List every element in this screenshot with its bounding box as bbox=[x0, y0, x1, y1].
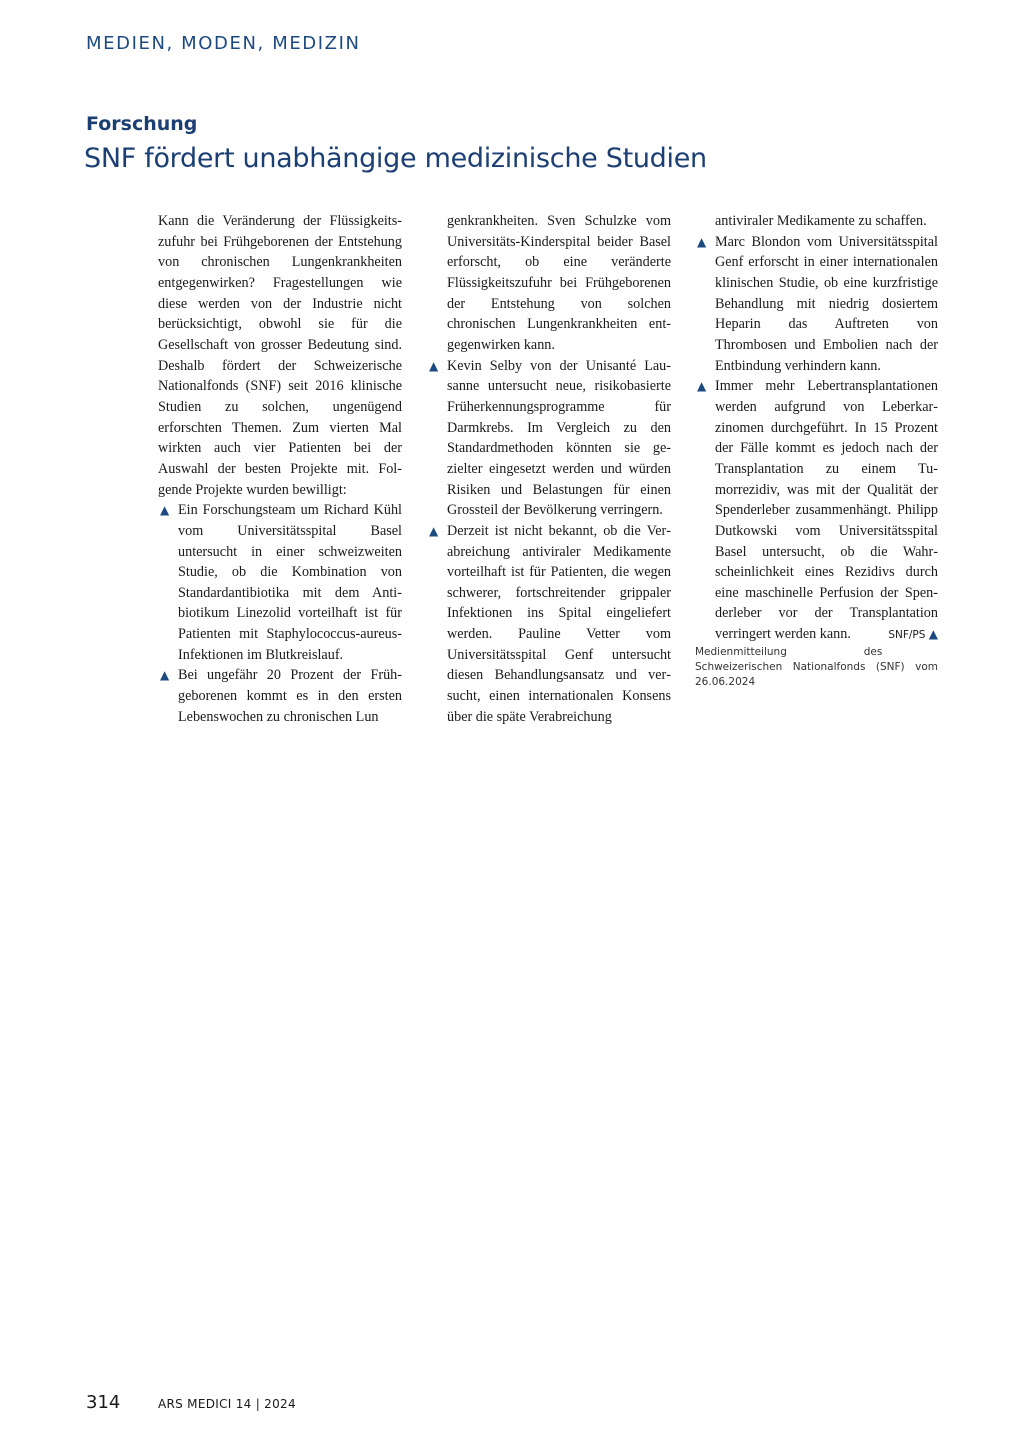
article-kicker: Forschung bbox=[86, 113, 198, 135]
end-mark-icon: ▲ bbox=[928, 627, 938, 642]
article-title: SNF fördert unabhängige medizinische Studien bbox=[84, 143, 707, 174]
source-note: Medienmitteilung des Schweizerischen Nationalfonds (SNF) vom 26.06.2024 bbox=[695, 645, 938, 688]
list-item bbox=[695, 232, 938, 377]
triangle-bullet-icon: ▲ bbox=[429, 358, 439, 373]
text-column-1 bbox=[158, 211, 402, 727]
list-item bbox=[427, 521, 671, 728]
list-item bbox=[158, 500, 402, 665]
triangle-bullet-icon: ▲ bbox=[160, 503, 170, 518]
list-item-body: Immer mehr Lebertransplantationen werden aufgrund von Leberkarzinomen durchgeführt. In 15 Prozent der Fälle kommt es jedoch nach der Transplantation zu einem Tumorrezidiv, was mit der Qualität der Spenderleber zusammenhängt. Philipp Dutkowski vom Universitätsspital Basel untersucht, ob die Wahrscheinlichkeit eines Rezidivs durch eine maschinelle Perfusion der Spenderleber vor der Transplantation verringert werden kann. bbox=[715, 378, 938, 643]
intro-paragraph: Kann die Veränderung der Flüssigkeitszufuhr bei Frühgeborenen der Entstehung von chronischen Lungenkrankheiten entgegenwirken? Fragestellungen wie diese werden von der Industrie nicht berücksichtigt, obwohl sie für die Gesellschaft von grosser Bedeutung sind. Deshalb fördert der Schweizerische Nationalfonds (SNF) seit 2016 klinische Studien zu solchen, ungenügend erforschten Themen. Zum vierten Mal wirkten auch vier Patienten bei der Auswahl der besten Projekte mit. Folgende Projekte wurden bewilligt: bbox=[158, 213, 402, 498]
triangle-bullet-icon: ▲ bbox=[697, 379, 707, 394]
page-number: 314 bbox=[86, 1392, 121, 1413]
list-item bbox=[427, 356, 671, 521]
author-signature bbox=[888, 624, 938, 646]
triangle-bullet-icon: ▲ bbox=[697, 234, 707, 249]
list-item-text: Bei ungefähr 20 Prozent der Frühgeborenen kommt es in den ersten Lebenswochen zu chronischen Lun bbox=[178, 667, 402, 725]
triangle-bullet-icon: ▲ bbox=[429, 523, 439, 538]
list-item bbox=[695, 376, 938, 645]
section-header: MEDIEN, MODEN, MEDIZIN bbox=[86, 33, 361, 54]
publication-info: ARS MEDICI 14 | 2024 bbox=[158, 1397, 296, 1411]
text-column-2 bbox=[427, 211, 671, 727]
text-column-3 bbox=[695, 211, 938, 690]
list-item-text: Ein Forschungsteam um Richard Kühl vom Universitätsspital Basel untersucht in einer schweizweiten Studie, ob die Kombination von Standardantibiotika mit dem Antibiotikum Linezolid vorteilhaft ist für Patienten mit Staphylococcus-aureus-Infektionen im Blutkreislauf. bbox=[178, 502, 402, 663]
list-item-text: Marc Blondon vom Universitätsspital Genf erforscht in einer internationalen klinischen Studie, ob eine kurzfristige Behandlung mit niedrig dosiertem Heparin das Auftreten von Thrombosen und Embolien nach der Entbindung verhindern kann. bbox=[715, 233, 938, 374]
list-item-text bbox=[715, 376, 938, 645]
list-item-text: Kevin Selby von der Unisanté Lausanne untersucht neue, risikobasierte Früherkennungsprogramme für Darmkrebs. Im Vergleich zu den Standardmethoden könnten sie gezielter eingesetzt werden und würden Risiken und Belastungen für einen Grossteil der Bevölkerung verringern. bbox=[447, 357, 671, 519]
triangle-bullet-icon: ▲ bbox=[160, 668, 170, 683]
signature-text: SNF/PS bbox=[888, 629, 926, 642]
list-item-text: Derzeit ist nicht bekannt, ob die Verabreichung antiviraler Medikamente vorteilhaft ist für Patienten, die wegen schwerer, fortschreitender grippaler Infektionen ins Spital eingeliefert werden. Pauline Vetter vom Universitätsspital Genf untersucht diesen Behandlungsansatz und versucht, einen internationalen Konsens über die späte Verabreichung bbox=[447, 522, 671, 725]
list-item-continuation: antiviraler Medikamente zu schaffen. bbox=[715, 213, 927, 229]
list-item-continuation: genkrankheiten. Sven Schulzke vom Universitäts-Kinderspital beider Basel erforscht, ob eine veränderte Flüssigkeitszufuhr bei Frühgeborenen der Entstehung von solchen chronischen Lungenkrankheiten entgegenwirken kann. bbox=[447, 213, 671, 353]
list-item bbox=[158, 665, 402, 727]
